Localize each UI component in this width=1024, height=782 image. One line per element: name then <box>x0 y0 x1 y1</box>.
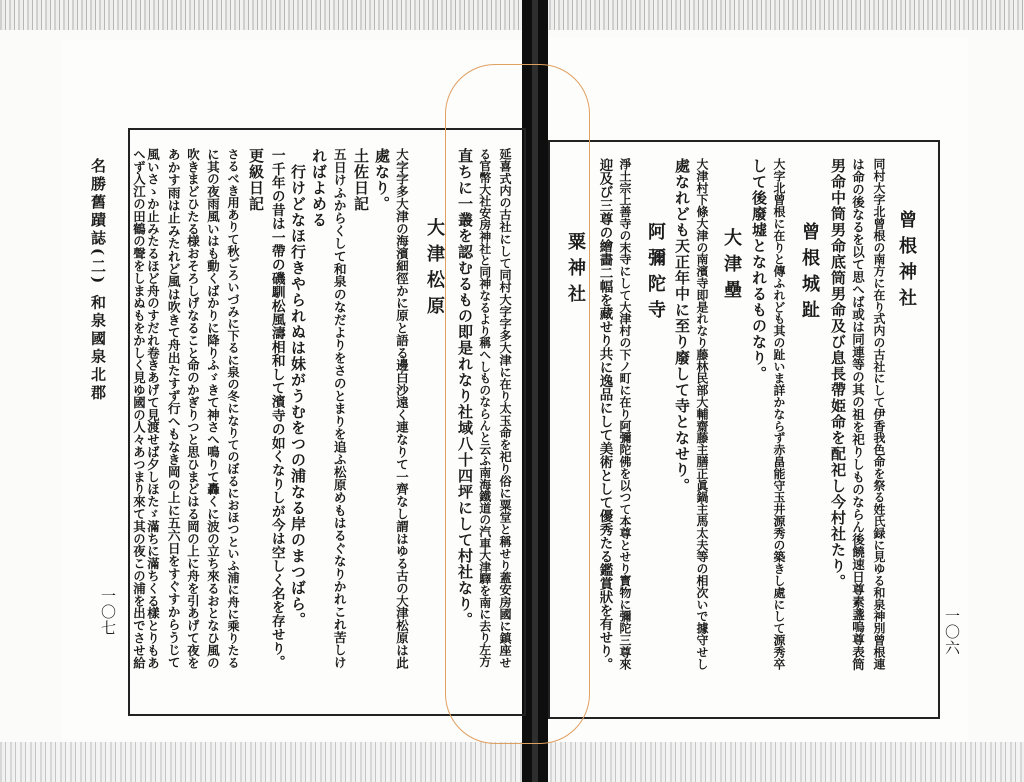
text-column: に其の夜雨風いはも動くばかりに降りふゞきて神さへ鳴りて轟くに波の立ち來るおとなひ風の <box>205 148 221 669</box>
text-column: 延喜式内の古社にして同村大字字多大津に在り太玉命を祀り俗に粟堂と稱せり蓋安房國に鎮座せ <box>498 148 513 669</box>
text-column: 迎及び三尊の繪畵二幅を藏せり共に逸品にして美術として優秀たる鑑賞狀を有せり。 <box>596 158 613 671</box>
text-column: 一千年の昔は一帶の磯馴松風濤相和して濱寺の如くなりしが今は空しく名を存せり。 <box>268 148 285 669</box>
text-column: あかす雨は止みたれど風は吹きて舟出たすず行へもなき岡の上に五六日をすぐすからうじて <box>165 148 181 669</box>
page-number-left: 一〇七 <box>99 588 117 636</box>
text-column: 土佐日記 <box>352 148 370 212</box>
text-column: ればよめる <box>310 148 328 228</box>
page-number-right: 一〇六 <box>943 608 961 656</box>
scan-edge-bottom <box>0 742 1024 782</box>
text-column: は命の後なるを以て思へば或は同連等の其の祖を祀りしものならん後饒速日尊素盞嗚尊表筒 <box>850 158 866 671</box>
text-column: さるべき用ありて秋ごろいづみに下るに泉の冬になりてのぼるにおほつといふ浦に舟に乘りたる <box>226 148 241 669</box>
text-column: 男命中筒男命底筒男命及び息長帶姫命を配祀し今村社たり。 <box>829 158 847 590</box>
text-column: 大津村下條大津の南濱寺即是れなり藤林民部大輔齋藤主膳正眞鍋主馬太夫等の相次いで據守せし <box>694 158 709 670</box>
scan-edge-top <box>0 0 1024 30</box>
text-column: 處なり。 <box>373 148 391 212</box>
section-heading: 大津壘 <box>721 228 742 306</box>
text-column: へず入江の田鶴の聲をしまぬもをかしく見ゆ國の人々あつまり來て其の夜この浦を出でさせ給 <box>131 148 147 669</box>
text-column: 行けどなほ行きやられぬは妹がうむをつの浦なる岸のまつばら。 <box>289 148 307 628</box>
highlight-outline <box>445 64 590 744</box>
running-header: 名勝舊蹟誌(二) 和泉國泉北郡 <box>89 158 107 403</box>
text-column: る官幣大社安房神社と同神なるより稱へしものならんと云ふ南海鐵道の汽車大津驛を南に去り左方 <box>477 148 492 668</box>
text-column: 更級日記 <box>247 148 265 212</box>
section-heading: 大津松原 <box>424 218 445 322</box>
section-heading: 曾根神社 <box>896 210 917 314</box>
section-heading: 曾根城趾 <box>799 222 820 326</box>
text-column: 直ちに一叢を認むるもの即是れなり社域八十四坪にして村社なり。 <box>456 148 474 628</box>
text-column: 大字北曾根に在りと傳ふれども其の趾いま詳かならず赤畠能守玉井源秀の築きし處にして源秀卒 <box>771 158 786 670</box>
section-heading: 粟神社 <box>565 232 586 310</box>
text-column: 處なれども天正年中に至り廢して寺となせり。 <box>673 158 691 494</box>
text-column: 風いさゝか止みたるほど舟のすだれ卷きあげて見渡せば夕しほたゞ滿ちに滿ちくる樣とりもあ <box>145 148 161 669</box>
section-heading: 阿彌陀寺 <box>645 222 666 326</box>
text-column: 大字字多大津の海濱細徑かに原と語る邊白沙遠く連なりて一齊なし謂はゆる古の大津松原は此 <box>394 148 410 669</box>
text-column: して後廢墟となれるものなり。 <box>750 158 768 382</box>
text-column: 同村大字北曾根の南方に在り式内の古社にして伊香我色命を祭る姓氏録に見ゆる和泉神別曾根連 <box>871 158 886 670</box>
text-column: 吹きまどひたる様おそろしげなること命のかぎりつと思ひまどはる岡の上に舟を引あげて夜を <box>185 148 201 669</box>
text-column: 淨土宗上善寺の末寺にして大津村の下ノ町に在り阿彌陀佛を以つて本尊とせり寳物に彌陀三尊來 <box>617 158 632 670</box>
text-column: 五日けふからくして和泉のなだよりをさのとまりを追ふ松原めもはるぐなりかれこれ苦しけ <box>331 148 347 669</box>
